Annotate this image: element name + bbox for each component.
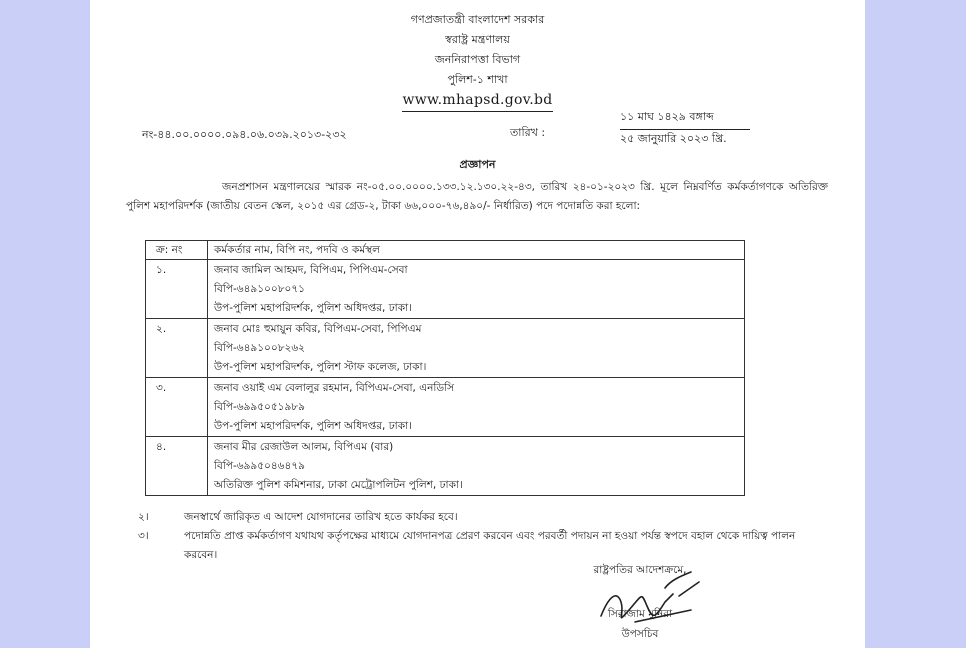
table-row [146,319,745,378]
officer-name: জনাব জামিল আহমদ, বিপিএম, পিপিএম-সেবা [214,264,408,276]
notice-title: প্রজ্ঞাপন [459,158,496,171]
serial-number: ২. [146,319,208,378]
officers-table [145,240,745,496]
order-points [138,508,828,565]
letterhead [90,10,865,112]
officer-details [208,378,745,437]
officer-bp-number: বিপি-৬৯৯৫০৪৬৪৭৯ [214,460,305,472]
division-name: জননিরাপত্তা বিভাগ [434,53,521,66]
officer-post: অতিরিক্ত পুলিশ কমিশনার, ঢাকা মেট্রোপলিটন পুলিশ, ঢাকা। [214,479,463,491]
officer-bp-number: বিপি-৬৪৯১০০৮০৭১ [214,283,305,295]
officer-name: জনাব মোঃ হুমায়ুন কবির, বিপিএম-সেবা, পিপিএম [214,323,422,335]
officer-details [208,319,745,378]
column-header-serial: ক্র: নং [146,241,208,260]
signatory-designation: উপসচিব [621,628,659,640]
date-bengali: ১১ মাঘ ১৪২৯ বঙ্গাব্দ [620,108,750,130]
signatory-name: সিরাজাম মুনিরা [607,608,673,620]
table-row [146,260,745,319]
ministry-name: স্বরাষ্ট্র মন্ত্রণালয় [445,33,510,46]
section-name: পুলিশ-১ শাখা [447,73,508,86]
serial-number: ৪. [146,437,208,496]
officer-name: জনাব ওয়াই এম বেলালুর রহমান, বিপিএম-সেবা, এনডিসি [214,382,455,394]
table-row [146,378,745,437]
officer-details [208,437,745,496]
officer-post: উপ-পুলিশ মহাপরিদর্শক, পুলিশ স্টাফ কলেজ, ঢাকা। [214,361,427,373]
order-line: রাষ্ট্রপতির আদেশক্রমে, [593,564,687,576]
column-header-details: কর্মকর্তার নাম, বিপি নং, পদবি ও কর্মস্থল [208,241,745,260]
officer-details [208,260,745,319]
list-item [138,508,828,527]
point-number: ৩। [138,530,149,542]
table-row [146,437,745,496]
date-label: তারিখ : [510,126,546,139]
officer-name: জনাব মীর রেজাউল আলম, বিপিএম (বার) [214,441,394,453]
officer-post: উপ-পুলিশ মহাপরিদর্শক, পুলিশ অধিদপ্তর, ঢাকা। [214,302,412,314]
notice-body: জনপ্রশাসন মন্ত্রণালয়ের স্মারক নং-০৫.০০.০০০০.১৩৩.১২.১৩০.২২-৪৩, তারিখ ২৪-০১-২০২৩ খ্রি. মূলে নিম্নবর্ণিত কর্মকর্তাগণকে অতিরিক্ত পুলিশ মহাপরিদর্শক (জাতীয় বেতন স্কেল, ২০১৫ এর গ্রেড-২, টাকা ৬৬,০০০-৭৬,৪৯০/- নির্ধারিত) পদে পদোন্নতি করা হলো: [126,181,828,212]
table-header-row [146,241,745,260]
government-name: গণপ্রজাতন্ত্রী বাংলাদেশ সরকার [410,13,545,26]
signature-block [540,560,740,644]
point-number: ২। [138,511,149,523]
officer-post: উপ-পুলিশ মহাপরিদর্শক, পুলিশ অধিদপ্তর, ঢাকা। [214,420,412,432]
officer-bp-number: বিপি-৬৪৯১০০৮২৬২ [214,342,305,354]
serial-number: ১. [146,260,208,319]
serial-number: ৩. [146,378,208,437]
document-page [90,0,865,648]
date-gregorian: ২৫ জানুয়ারি ২০২৩ খ্রি. [620,132,727,145]
officer-bp-number: বিপি-৬৯৯৫০৫১৯৮৯ [214,401,305,413]
memo-number: নং-৪৪.০০.০০০০.০৯৪.০৬.০৩৯.২০১৩-২৩২ [142,128,347,141]
point-text: পদোন্নতি প্রাপ্ত কর্মকর্তাগণ যথাযথ কর্তৃপক্ষের মাধ্যমে যোগদানপত্র প্রেরণ করবেন এবং পরবর্তী পদায়ন না হওয়া পর্যন্ত স্বপদে বহাল থেকে দায়িত্ব পালন করবেন। [184,530,796,561]
website-link[interactable]: www.mhapsd.gov.bd [402,90,552,112]
point-text: জনস্বার্থে জারিকৃত এ আদেশ যোগদানের তারিখ হতে কার্যকর হবে। [184,511,458,523]
